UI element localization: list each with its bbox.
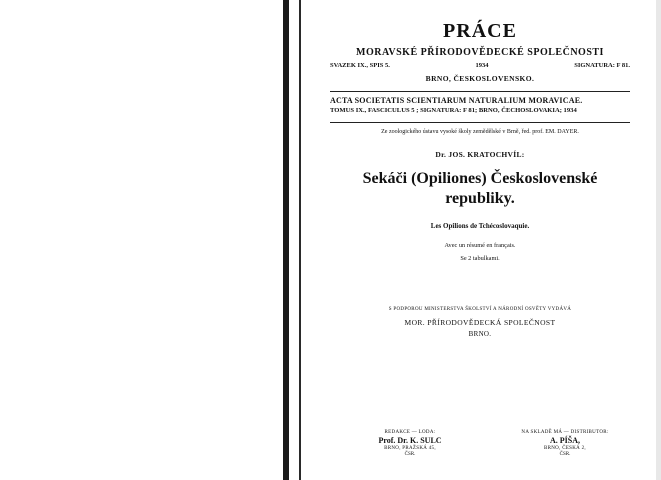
article-title-line-2: republiky. <box>445 190 515 207</box>
resume-note: Avec un résumé en français. <box>444 242 516 249</box>
editor-address: BRNO, PRAŽSKÁ 45, <box>384 446 436 451</box>
journal-title: PRÁCE <box>443 20 517 42</box>
distributor-label: NA SKLADĚ MÁ — DISTRIBUTOR: <box>521 430 609 435</box>
title-page <box>330 20 630 470</box>
acta-title: ACTA SOCIETATIS SCIENTIARUM NATURALIUM MORAVICAE. <box>330 96 583 105</box>
editor-name: Prof. Dr. K. SULC <box>378 436 442 445</box>
page-edge-line <box>299 0 301 480</box>
editor-country: ČSR. <box>404 452 416 457</box>
top-rule <box>330 91 630 92</box>
city-line: BRNO, ČESKOSLOVENSKO. <box>425 74 535 83</box>
signature: SIGNATURA: F 81. <box>574 62 630 69</box>
distributor-address <box>505 430 625 457</box>
distributor-country: ČSR. <box>559 452 571 457</box>
volume-row <box>330 62 630 69</box>
society-name: MORAVSKÉ PŘÍRODOVĚDECKÉ SPOLEČNOSTI <box>356 47 604 58</box>
support-line: S PODPOROU MINISTERSTVA ŠKOLSTVÍ A NÁRODNÍ OSVĚTY VYDÁVÁ <box>388 307 572 312</box>
acta-tomus: TOMUS IX., FASCICULUS 5 ; SIGNATURA: F 81; BRNO, ČECHOSLOVAKIA; 1934 <box>330 107 577 114</box>
distributor-address-line: BRNO, ČESKÁ 2, <box>544 446 586 451</box>
publisher-city: BRNO. <box>468 330 492 338</box>
publication-year: 1934 <box>475 62 489 69</box>
book-gutter-shadow <box>283 0 289 480</box>
tables-note: Se 2 tabulkami. <box>460 255 500 262</box>
distributor-name: A. PÍŠA, <box>549 436 580 445</box>
article-title-line-1: Sekáči (Opiliones) Československé <box>362 170 598 187</box>
volume-number: SVAZEK IX., SPIS 5. <box>330 62 390 69</box>
middle-rule <box>330 122 630 123</box>
institute-line: Ze zoologického ústavu vysoké školy zemědělské v Brně, řed. prof. EM. DAYER. <box>381 129 579 135</box>
editorial-label: REDAKCE — LODA: <box>384 430 436 435</box>
author-name: Dr. JOS. KRATOCHVÍL: <box>435 150 525 159</box>
french-subtitle: Les Opilions de Tchécoslovaquie. <box>430 222 530 230</box>
page-right-edge <box>656 0 661 480</box>
publisher-name: MOR. PŘÍRODOVĚDECKÁ SPOLEČNOST <box>404 318 556 327</box>
editorial-address <box>350 430 470 457</box>
